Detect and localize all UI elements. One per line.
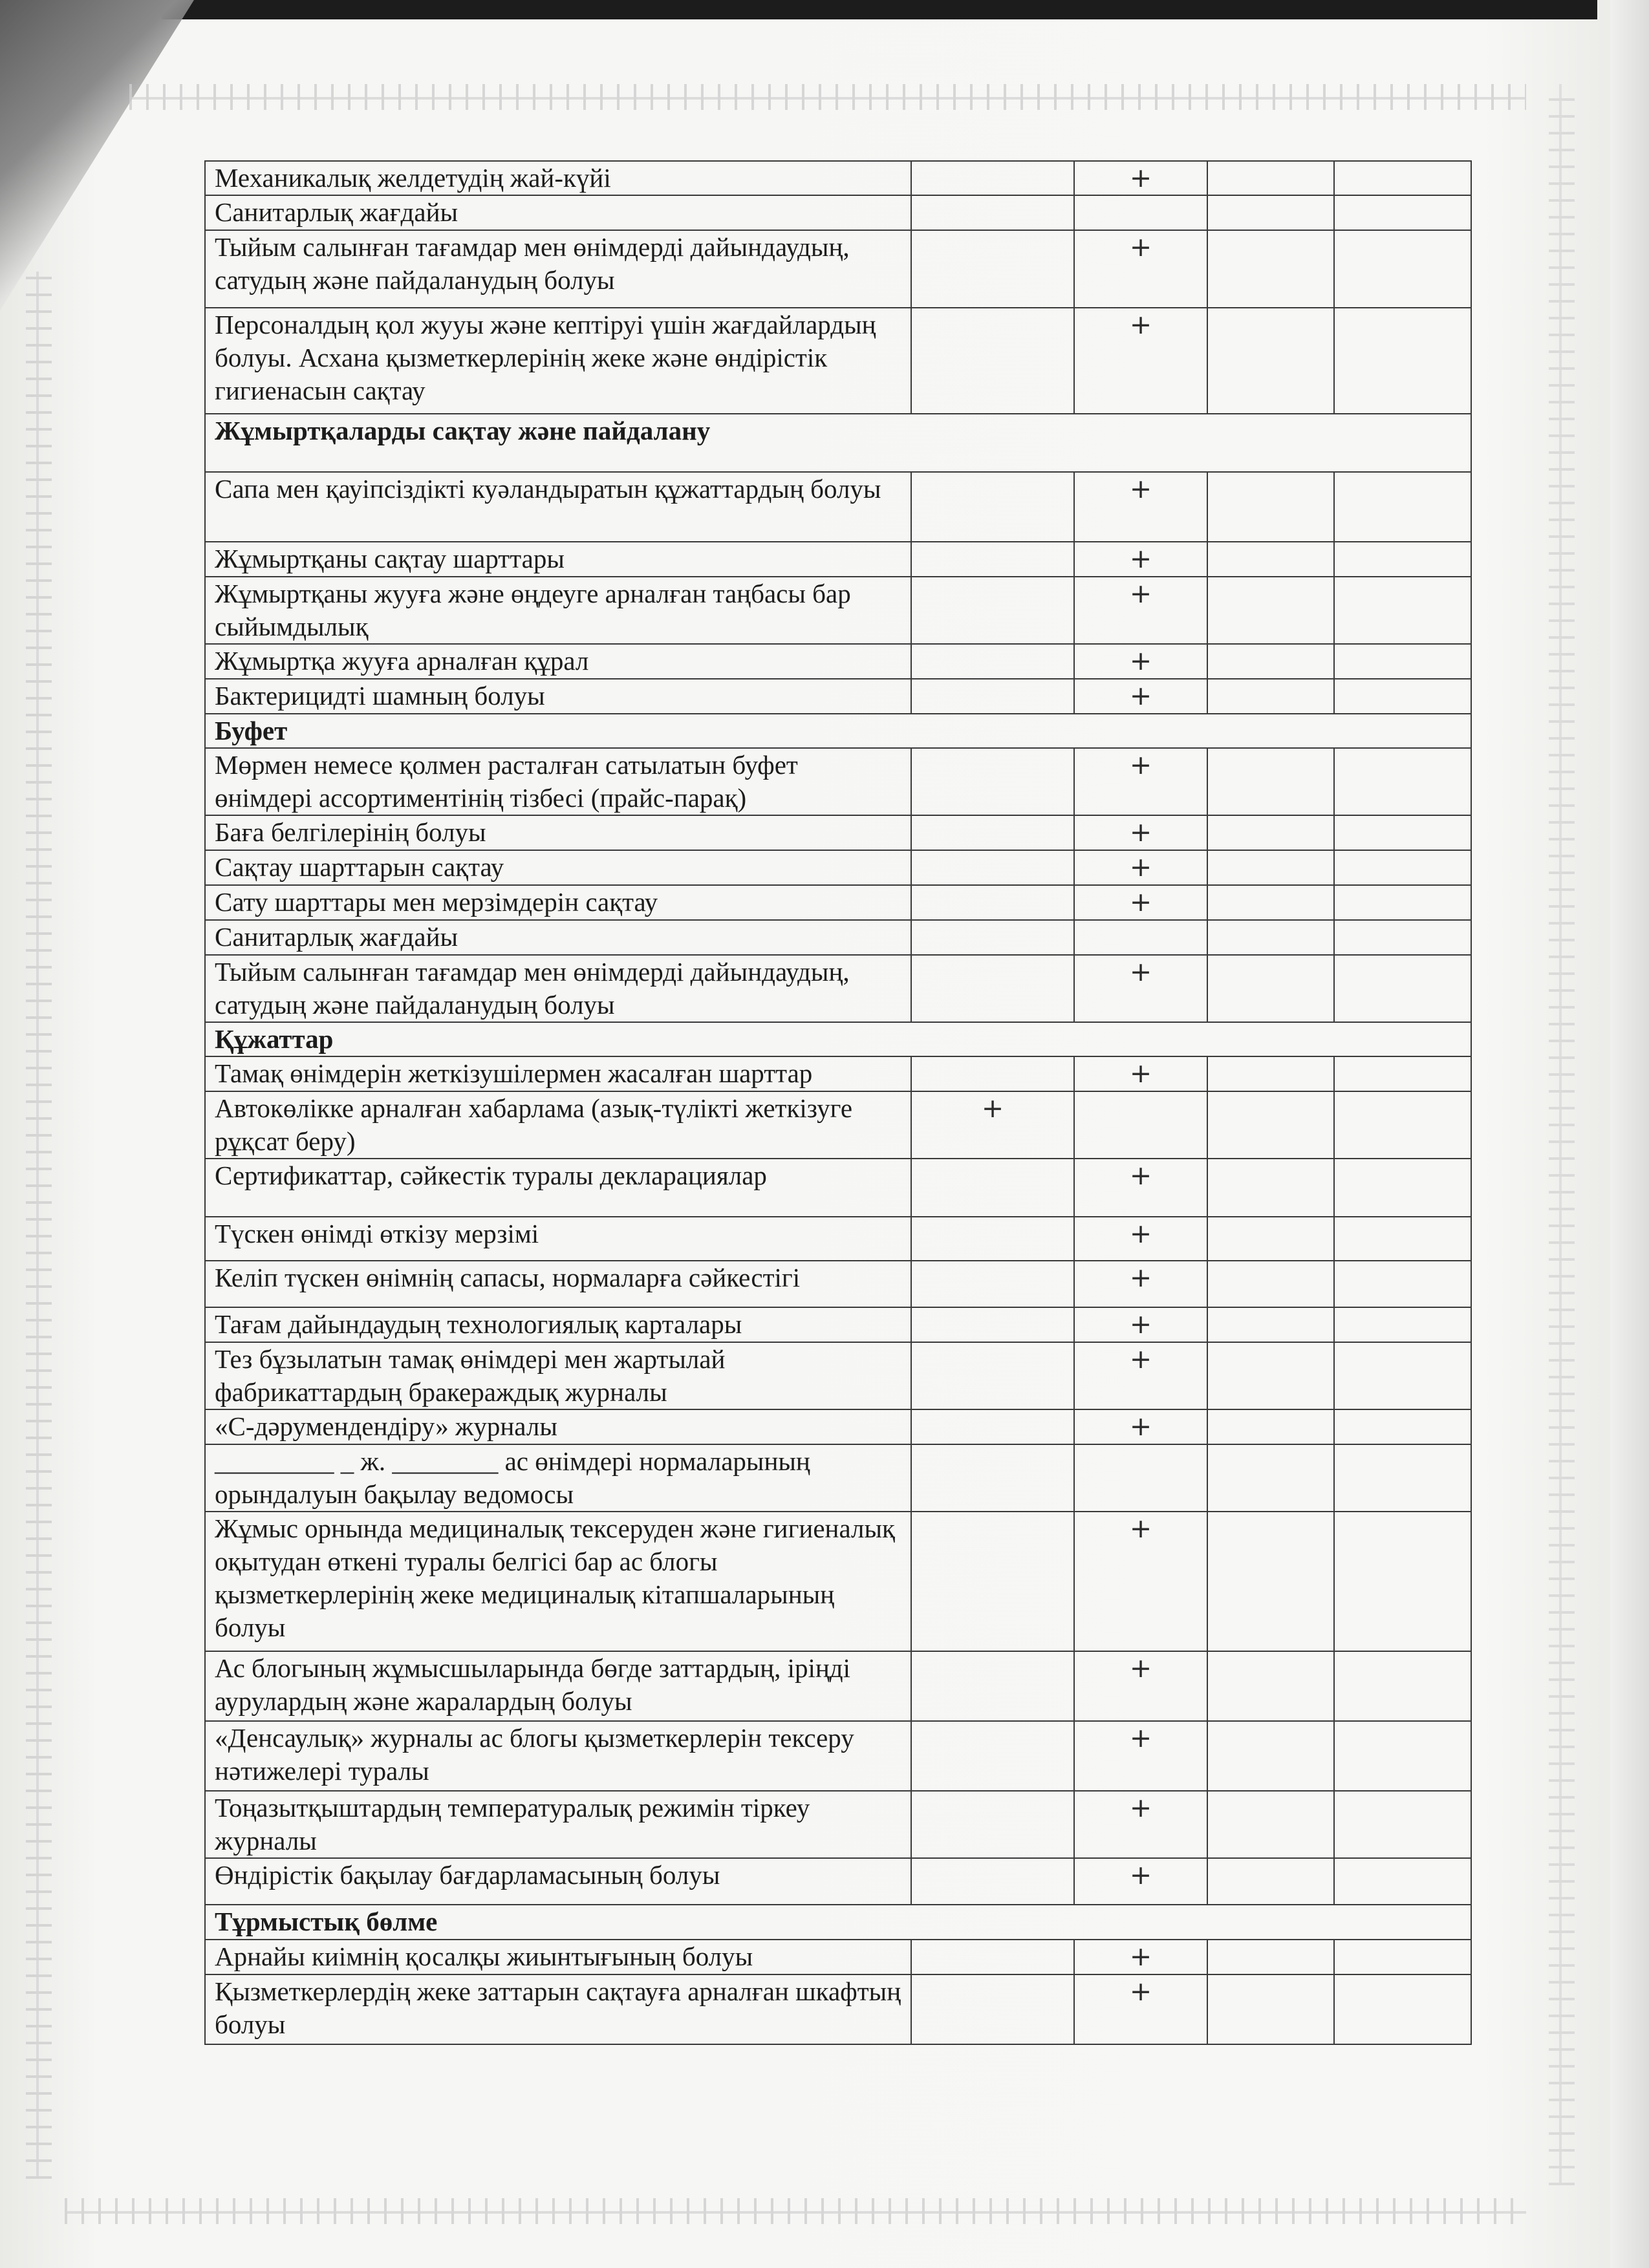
check-cell <box>1074 230 1207 308</box>
check-cell <box>1074 1261 1207 1307</box>
check-cell <box>911 308 1074 414</box>
check-cell <box>1334 1409 1471 1444</box>
handwritten-plus-mark: + <box>1129 231 1152 262</box>
handwritten-plus-mark: + <box>1129 1343 1152 1375</box>
requirement-text: Сақтау шарттарын сақтау <box>205 850 911 885</box>
check-cell <box>1207 1940 1334 1974</box>
check-cell <box>1334 920 1471 955</box>
ornament-border-top <box>129 84 1526 110</box>
check-cell <box>1074 1858 1207 1905</box>
check-cell <box>1334 1858 1471 1905</box>
check-cell <box>911 815 1074 850</box>
check-cell <box>1334 679 1471 714</box>
table-row <box>205 1409 1471 1444</box>
check-cell <box>1207 1444 1334 1512</box>
table-row <box>205 1444 1471 1512</box>
check-cell <box>911 1974 1074 2044</box>
requirement-text: «Денсаулық» журналы ас блогы қызметкерлерін тексеру нәтижелері туралы <box>205 1721 911 1791</box>
handwritten-plus-mark: + <box>1129 1218 1152 1249</box>
requirement-text: Түскен өнімді өткізу мерзімі <box>205 1217 911 1261</box>
handwritten-plus-mark: + <box>1129 1859 1152 1890</box>
check-cell <box>1074 1974 1207 2044</box>
handwritten-plus-mark: + <box>1129 1976 1152 2007</box>
section-title: Буфет <box>205 714 1471 748</box>
check-cell <box>1207 885 1334 920</box>
check-cell <box>1207 308 1334 414</box>
check-cell <box>1207 230 1334 308</box>
check-cell <box>1074 644 1207 679</box>
requirement-text: Арнайы киімнің қосалқы жиынтығының болуы <box>205 1940 911 1974</box>
check-cell <box>911 1444 1074 1512</box>
check-cell <box>1207 542 1334 577</box>
table-row <box>205 885 1471 920</box>
check-cell <box>1334 195 1471 230</box>
requirement-text: Сату шарттары мен мерзімдерін сақтау <box>205 885 911 920</box>
table-row <box>205 955 1471 1022</box>
table-row <box>205 577 1471 644</box>
table-row <box>205 308 1471 414</box>
requirement-text: Жұмыртқа жууға арналған құрал <box>205 644 911 679</box>
handwritten-plus-mark: + <box>1129 749 1152 780</box>
requirement-text: Тыйым салынған тағамдар мен өнімдерді дайындаудың, сатудың және пайдаланудың болуы <box>205 955 911 1022</box>
section-header-row <box>205 714 1471 748</box>
check-cell <box>1334 1056 1471 1091</box>
check-cell <box>1074 679 1207 714</box>
table-row <box>205 195 1471 230</box>
check-cell <box>911 230 1074 308</box>
check-cell <box>1207 1307 1334 1342</box>
handwritten-plus-mark: + <box>1129 578 1152 609</box>
check-cell <box>1334 1512 1471 1651</box>
requirement-text: Санитарлық жағдайы <box>205 195 911 230</box>
requirement-text: Жұмыс орнында медициналық тексеруден және гигиеналық оқытудан өткені туралы белгісі бар ас блогы қызметкерлерінің жеке медициналық кітапшаларының болуы <box>205 1512 911 1651</box>
requirement-text: Қызметкерлердің жеке заттарын сақтауға арналған шкафтың болуы <box>205 1974 911 2044</box>
check-cell <box>911 1261 1074 1307</box>
check-cell <box>911 1409 1074 1444</box>
check-cell <box>1207 1858 1334 1905</box>
check-cell <box>1074 1791 1207 1858</box>
handwritten-plus-mark: + <box>1129 1513 1152 1544</box>
check-cell <box>1074 1651 1207 1721</box>
check-cell <box>1074 1307 1207 1342</box>
scan-edge-right <box>1610 0 1649 2268</box>
check-cell <box>911 885 1074 920</box>
handwritten-plus-mark: + <box>1129 1411 1152 1442</box>
check-cell <box>1207 850 1334 885</box>
check-cell <box>1334 1651 1471 1721</box>
section-title: Тұрмыстық бөлме <box>205 1905 1471 1940</box>
check-cell <box>1074 308 1207 414</box>
table-row <box>205 1159 1471 1217</box>
handwritten-plus-mark: + <box>1129 1309 1152 1340</box>
requirement-text: Бактерицидті шамның болуы <box>205 679 911 714</box>
requirement-text: Ас блогының жұмысшыларында бөгде заттардың, іріңді аурулардың және жаралардың болуы <box>205 1651 911 1721</box>
check-cell <box>1074 472 1207 542</box>
check-cell <box>1207 1159 1334 1217</box>
check-cell <box>1207 577 1334 644</box>
requirement-text: «С-дәрумендендіру» журналы <box>205 1409 911 1444</box>
check-cell <box>1074 1091 1207 1159</box>
requirement-text: Персоналдың қол жууы және кептіруі үшін жағдайлардың болуы. Асхана қызметкерлерінің жеке және өндірістік гигиенасын сақтау <box>205 308 911 414</box>
check-cell <box>1207 1974 1334 2044</box>
check-cell <box>1074 850 1207 885</box>
table-row <box>205 1342 1471 1409</box>
table-row <box>205 1217 1471 1261</box>
check-cell <box>1207 1056 1334 1091</box>
table-row <box>205 644 1471 679</box>
section-header-row <box>205 414 1471 472</box>
check-cell <box>1334 644 1471 679</box>
table-row <box>205 542 1471 577</box>
check-cell <box>911 1159 1074 1217</box>
table-row <box>205 1512 1471 1651</box>
table-row <box>205 1091 1471 1159</box>
table-row <box>205 1940 1471 1974</box>
requirement-text: Сапа мен қауіпсіздікті куәландыратын құжаттардың болуы <box>205 472 911 542</box>
check-cell <box>911 161 1074 195</box>
requirement-text: _________ _ ж. ________ ас өнімдері нормаларының орындалуын бақылау ведомосы <box>205 1444 911 1512</box>
handwritten-plus-mark: + <box>1129 851 1152 883</box>
check-cell <box>911 1791 1074 1858</box>
table-row <box>205 1791 1471 1858</box>
requirement-text: Өндірістік бақылау бағдарламасының болуы <box>205 1858 911 1905</box>
handwritten-plus-mark: + <box>1129 645 1152 676</box>
table-row <box>205 472 1471 542</box>
table-row <box>205 161 1471 195</box>
handwritten-plus-mark: + <box>1129 1160 1152 1191</box>
check-cell <box>1207 679 1334 714</box>
check-cell <box>1207 1217 1334 1261</box>
check-cell <box>911 1307 1074 1342</box>
check-cell <box>1334 1444 1471 1512</box>
check-cell <box>911 748 1074 815</box>
handwritten-plus-mark: + <box>1129 543 1152 574</box>
requirement-text: Жұмыртқаны жууға және өңдеуге арналған таңбасы бар сыйымдылық <box>205 577 911 644</box>
check-cell <box>1334 577 1471 644</box>
check-cell <box>911 1512 1074 1651</box>
check-cell <box>1074 885 1207 920</box>
handwritten-plus-mark: + <box>1129 162 1152 193</box>
check-cell <box>1074 1217 1207 1261</box>
handwritten-plus-mark: + <box>1129 1941 1152 1972</box>
requirement-text: Тағам дайындаудың технологиялық карталары <box>205 1307 911 1342</box>
check-cell <box>1334 230 1471 308</box>
check-cell <box>1207 1791 1334 1858</box>
check-cell <box>911 1940 1074 1974</box>
handwritten-plus-mark: + <box>1129 1653 1152 1684</box>
check-cell <box>911 1858 1074 1905</box>
section-title: Жұмыртқаларды сақтау және пайдалану <box>205 414 1471 472</box>
table-row <box>205 1721 1471 1791</box>
handwritten-plus-mark: + <box>1129 680 1152 711</box>
check-cell <box>911 1342 1074 1409</box>
check-cell <box>1207 1342 1334 1409</box>
handwritten-plus-mark: + <box>1129 886 1152 917</box>
check-cell <box>1334 1091 1471 1159</box>
table-row <box>205 230 1471 308</box>
check-cell <box>1207 1512 1334 1651</box>
handwritten-plus-mark: + <box>1129 309 1152 340</box>
check-cell <box>1207 815 1334 850</box>
requirement-text: Тез бұзылатын тамақ өнімдері мен жартылай фабрикаттардың бракераждық журналы <box>205 1342 911 1409</box>
check-cell <box>1074 577 1207 644</box>
check-cell <box>1207 1261 1334 1307</box>
table-row <box>205 1651 1471 1721</box>
check-cell <box>1207 472 1334 542</box>
check-cell <box>1334 885 1471 920</box>
check-cell <box>911 1056 1074 1091</box>
section-header-row <box>205 1905 1471 1940</box>
check-cell <box>1334 1159 1471 1217</box>
check-cell <box>1207 1721 1334 1791</box>
check-cell <box>1074 1721 1207 1791</box>
check-cell <box>911 955 1074 1022</box>
check-cell <box>911 1721 1074 1791</box>
check-cell <box>1207 644 1334 679</box>
check-cell <box>911 542 1074 577</box>
check-cell <box>911 577 1074 644</box>
requirement-text: Автокөлікке арналған хабарлама (азық-түлікті жеткізуге рұқсат беру) <box>205 1091 911 1159</box>
check-cell <box>1334 815 1471 850</box>
check-cell <box>1334 1974 1471 2044</box>
requirement-text: Тоңазытқыштардың температуралық режимін тіркеу журналы <box>205 1791 911 1858</box>
ornament-border-bottom <box>65 2198 1526 2224</box>
section-header-row <box>205 1022 1471 1056</box>
table-row <box>205 1261 1471 1307</box>
check-cell <box>1074 1056 1207 1091</box>
check-cell <box>911 644 1074 679</box>
scan-edge <box>162 0 1597 19</box>
check-cell <box>911 920 1074 955</box>
checklist-table <box>204 160 1472 2045</box>
check-cell <box>1074 1940 1207 1974</box>
table-row <box>205 1974 1471 2044</box>
table-row <box>205 920 1471 955</box>
check-cell <box>1074 1444 1207 1512</box>
check-cell <box>1207 920 1334 955</box>
table-row <box>205 850 1471 885</box>
check-cell <box>1074 815 1207 850</box>
table-row <box>205 1056 1471 1091</box>
handwritten-plus-mark: + <box>1129 1058 1152 1089</box>
handwritten-plus-mark: + <box>981 1093 1004 1124</box>
check-cell <box>1334 542 1471 577</box>
ornament-border-left <box>26 272 52 2179</box>
check-cell <box>1207 1651 1334 1721</box>
requirement-text: Тыйым салынған тағамдар мен өнімдерді дайындаудың, сатудың және пайдаланудың болуы <box>205 230 911 308</box>
requirement-text: Механикалық желдетудің жай-күйі <box>205 161 911 195</box>
check-cell <box>1074 161 1207 195</box>
requirement-text: Тамақ өнімдерін жеткізушілермен жасалған шарттар <box>205 1056 911 1091</box>
table-row <box>205 1307 1471 1342</box>
check-cell <box>1334 308 1471 414</box>
table-row <box>205 748 1471 815</box>
checklist-body <box>205 161 1471 2044</box>
check-cell <box>1074 1409 1207 1444</box>
check-cell <box>1074 920 1207 955</box>
requirement-text: Санитарлық жағдайы <box>205 920 911 955</box>
check-cell <box>1334 1307 1471 1342</box>
check-cell <box>1334 850 1471 885</box>
check-cell <box>1334 1217 1471 1261</box>
check-cell <box>1074 195 1207 230</box>
check-cell <box>1334 748 1471 815</box>
check-cell <box>1334 955 1471 1022</box>
check-cell <box>1207 161 1334 195</box>
ornament-border-right <box>1549 84 1575 2185</box>
table-row <box>205 679 1471 714</box>
requirement-text: Мөрмен немесе қолмен расталған сатылатын буфет өнімдері ассортиментінің тізбесі (прайс-парақ) <box>205 748 911 815</box>
requirement-text: Сертификаттар, сәйкестік туралы декларациялар <box>205 1159 911 1217</box>
check-cell <box>1074 748 1207 815</box>
check-cell <box>1207 955 1334 1022</box>
requirement-text: Жұмыртқаны сақтау шарттары <box>205 542 911 577</box>
check-cell <box>911 472 1074 542</box>
check-cell <box>1334 472 1471 542</box>
table-row <box>205 1858 1471 1905</box>
check-cell <box>1334 161 1471 195</box>
handwritten-plus-mark: + <box>1129 473 1152 504</box>
handwritten-plus-mark: + <box>1129 817 1152 848</box>
requirement-text: Келіп түскен өнімнің сапасы, нормаларға сәйкестігі <box>205 1261 911 1307</box>
check-cell <box>1207 748 1334 815</box>
check-cell <box>1334 1721 1471 1791</box>
section-title: Құжаттар <box>205 1022 1471 1056</box>
handwritten-plus-mark: + <box>1129 1792 1152 1823</box>
check-cell <box>1334 1342 1471 1409</box>
check-cell <box>1207 1091 1334 1159</box>
requirement-text: Баға белгілерінің болуы <box>205 815 911 850</box>
check-cell <box>911 1217 1074 1261</box>
check-cell <box>1334 1791 1471 1858</box>
check-cell <box>911 679 1074 714</box>
check-cell <box>1074 1342 1207 1409</box>
check-cell <box>1207 1409 1334 1444</box>
check-cell <box>1074 1512 1207 1651</box>
check-cell <box>1334 1261 1471 1307</box>
table-row <box>205 815 1471 850</box>
check-cell <box>911 850 1074 885</box>
handwritten-plus-mark: + <box>1129 1722 1152 1753</box>
check-cell <box>911 1651 1074 1721</box>
check-cell <box>911 1091 1074 1159</box>
handwritten-plus-mark: + <box>1129 956 1152 987</box>
check-cell <box>1334 1940 1471 1974</box>
check-cell <box>1207 195 1334 230</box>
check-cell <box>911 195 1074 230</box>
check-cell <box>1074 542 1207 577</box>
handwritten-plus-mark: + <box>1129 1262 1152 1293</box>
check-cell <box>1074 1159 1207 1217</box>
check-cell <box>1074 955 1207 1022</box>
